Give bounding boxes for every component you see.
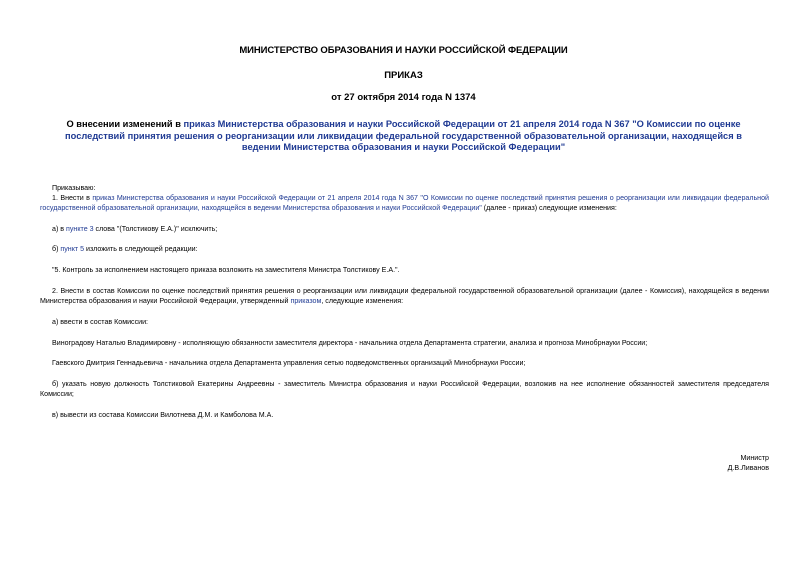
paragraph-2 bbox=[40, 287, 769, 306]
subparagraph-1b bbox=[40, 245, 769, 255]
pa-start: а) в bbox=[52, 225, 67, 233]
title-prefix: О внесении изменений в bbox=[66, 119, 184, 129]
commission-member-1: Виноградову Наталью Владимировну - исполняющую обязанности заместителя директора - начальника отдела Департамента стратегии, анализа и прогноза Минобрнауки России; bbox=[52, 339, 648, 347]
pb-start: б) bbox=[52, 245, 61, 253]
subparagraph-2a: а) ввести в состав Комиссии: bbox=[52, 318, 149, 326]
signatory-name: Д.В.Ливанов bbox=[727, 464, 769, 472]
title-order-link[interactable]: приказ Министерства образования и науки Российской Федерации от 21 апреля 2014 года N 367 "О Комиссии по оценке последствий принятия решения о реорганизации или ликвидации федеральной государственной образовательной организации, находящейся в ведении Министерства образования и науки Российской Федерации" bbox=[65, 119, 742, 152]
pa-end: слова "(Толстикову Е.А.)" исключить; bbox=[93, 225, 218, 233]
subparagraph-2b: б) указать новую должность Толстиковой Екатерины Андреевны - заместитель Министра образования и науки Российской Федерации, возложив на нее исполнение обязанностей заместителя председателя Комиссии; bbox=[40, 380, 769, 398]
order-word: Приказываю: bbox=[52, 184, 96, 192]
commission-member-2: Гаевского Дмитрия Геннадьевича - начальника отдела Департамента управления сетью подведомственных организаций Минобрнауки России; bbox=[52, 359, 526, 367]
pb-end: изложить в следующей редакции: bbox=[84, 245, 198, 253]
paragraph-1 bbox=[40, 194, 769, 213]
subparagraph-1a bbox=[40, 225, 769, 235]
signature-block bbox=[728, 453, 769, 473]
document-title bbox=[45, 119, 762, 154]
point-3-link[interactable]: пункте 3 bbox=[66, 225, 94, 233]
point-5-link[interactable]: пункт 5 bbox=[60, 245, 85, 253]
order-date-number: от 27 октября 2014 года N 1374 bbox=[331, 92, 476, 103]
p2-start: 2. Внести в состав Комиссии по оценке последствий принятия решения о реорганизации или ликвидации федеральной государственной образовательной организации (далее - Комиссия), находящейся в ведении Министерства образования и науки Российской Федерации, утвержденный bbox=[40, 287, 769, 305]
p1-end: (далее - приказ) следующие изменения: bbox=[481, 203, 617, 212]
signatory-position: Министр bbox=[740, 454, 769, 462]
p1-start: 1. Внести в bbox=[52, 194, 93, 202]
p1-order-link[interactable]: приказ Министерства образования и науки Российской Федерации от 21 апреля 2014 года N 367 "О Комиссии по оценке последствий принятия решения о реорганизации или ликвидации федеральной государственной образовательной организации, находящейся в ведении Министерства образования и науки Российской Федерации" bbox=[40, 194, 770, 212]
document-type: ПРИКАЗ bbox=[384, 70, 423, 81]
p2-order-link[interactable]: приказом bbox=[290, 296, 322, 305]
point-5-new-text: "5. Контроль за исполнением настоящего приказа возложить на заместителя Министра Толстикову Е.А.". bbox=[52, 266, 400, 274]
ministry-name: МИНИСТЕРСТВО ОБРАЗОВАНИЯ И НАУКИ РОССИЙСКОЙ ФЕДЕРАЦИИ bbox=[239, 45, 568, 56]
subparagraph-2c: в) вывести из состава Комиссии Вилотнева Д.М. и Камболова М.А. bbox=[52, 411, 274, 419]
p2-end: , следующие изменения: bbox=[321, 296, 404, 305]
